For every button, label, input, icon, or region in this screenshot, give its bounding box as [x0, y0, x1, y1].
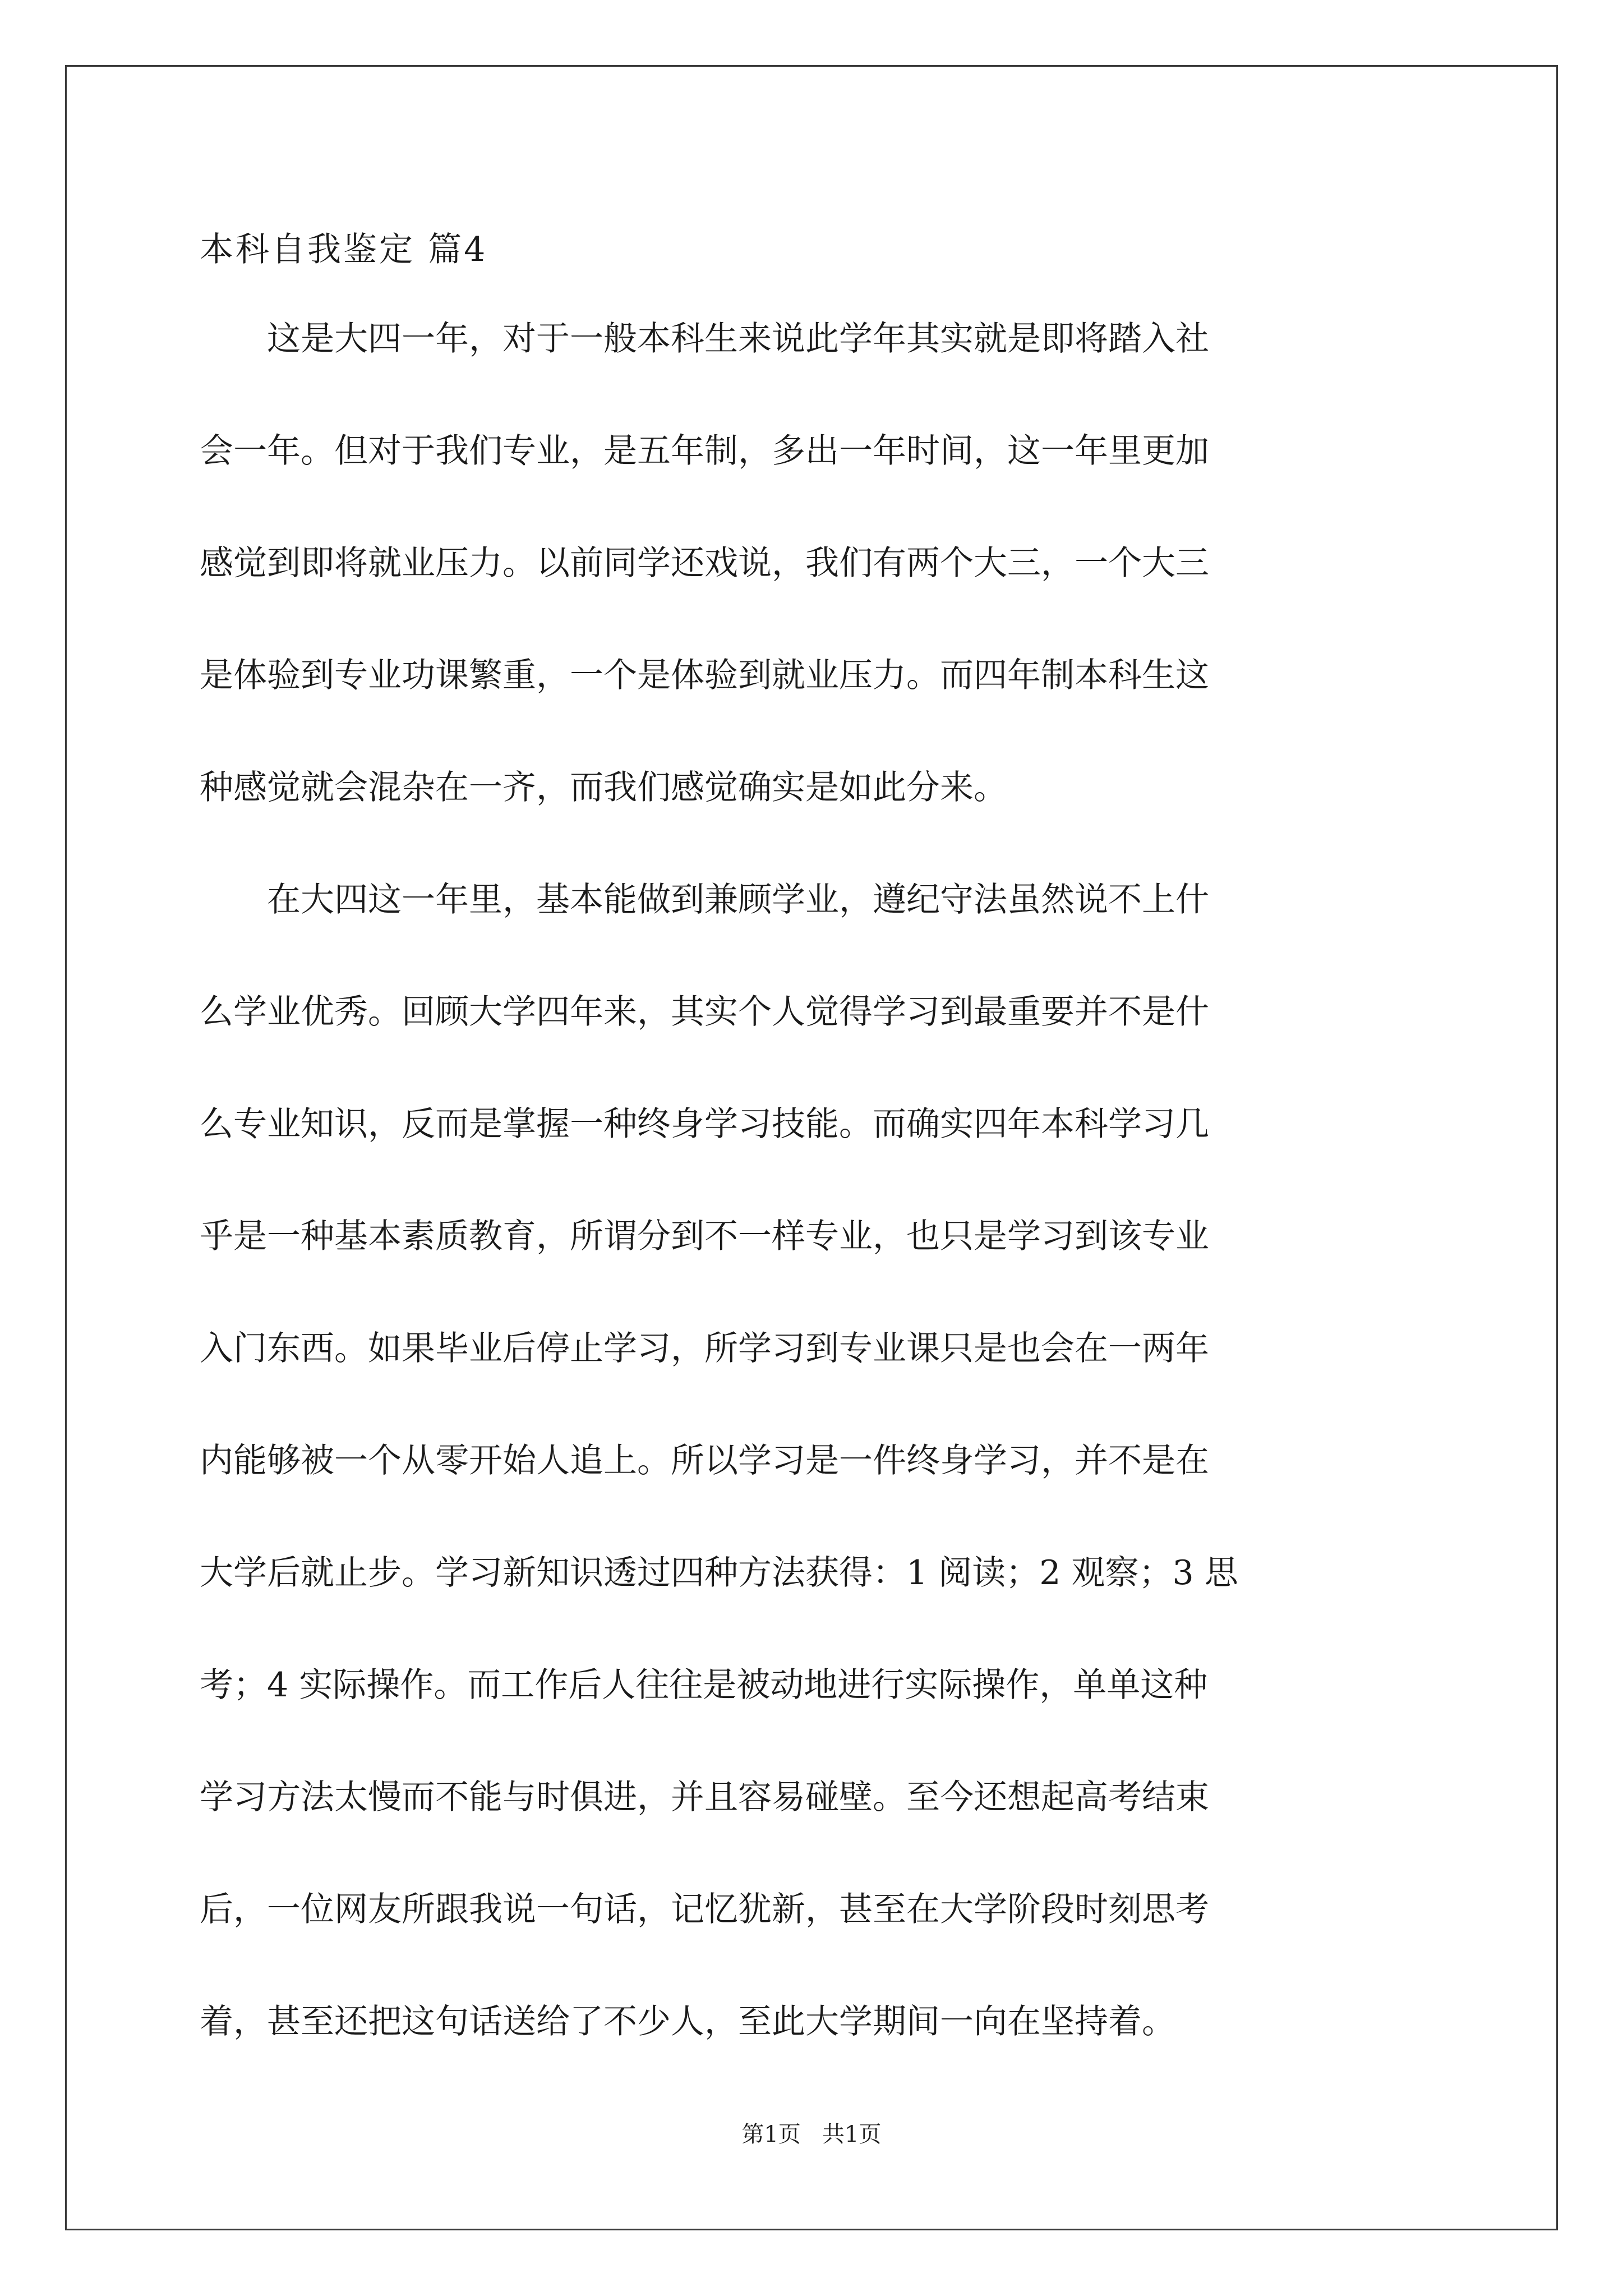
paragraph-1-line-5: 种感觉就会混杂在一齐，而我们感觉确实是如此分来。 — [200, 768, 1007, 807]
paragraph-2-line-11: 着，甚至还把这句话送给了不少人，至此大学期间一向在坚持着。 — [200, 2002, 1175, 2041]
paragraph-1-line-3: 感觉到即将就业压力。以前同学还戏说，我们有两个大三，一个大三 — [200, 544, 1209, 583]
document-title: 本科自我鉴定 篇4 — [200, 230, 488, 269]
paragraph-2-line-10: 后，一位网友所跟我说一句话，记忆犹新，甚至在大学阶段时刻思考 — [200, 1890, 1209, 1929]
paragraph-2-line-5: 入门东西。如果毕业后停止学习，所学习到专业课只是也会在一两年 — [200, 1329, 1209, 1368]
paragraph-2-line-6: 内能够被一个从零开始人追上。所以学习是一件终身学习，并不是在 — [200, 1441, 1209, 1480]
paragraph-2-line-2: 么学业优秀。回顾大学四年来，其实个人觉得学习到最重要并不是什 — [200, 992, 1209, 1032]
paragraph-2-line-9: 学习方法太慢而不能与时俱进，并且容易碰壁。至今还想起高考结束 — [200, 1778, 1209, 1817]
paragraph-2-line-4: 乎是一种基本素质教育，所谓分到不一样专业，也只是学习到该专业 — [200, 1217, 1209, 1256]
paragraph-2-line-8: 考；4 实际操作。而工作后人往往是被动地进行实际操作，单单这种 — [200, 1665, 1208, 1705]
paragraph-2-line-3: 么专业知识，反而是掌握一种终身学习技能。而确实四年本科学习几 — [200, 1105, 1209, 1144]
page-number-footer: 第1页 共1页 — [741, 2122, 882, 2147]
paragraph-2-line-1: 在大四这一年里，基本能做到兼顾学业，遵纪守法虽然说不上什 — [267, 880, 1209, 919]
paragraph-1-line-1: 这是大四一年，对于一般本科生来说此学年其实就是即将踏入社 — [267, 319, 1209, 358]
paragraph-1-line-4: 是体验到专业功课繁重，一个是体验到就业压力。而四年制本科生这 — [200, 656, 1209, 695]
paragraph-1-line-2: 会一年。但对于我们专业，是五年制，多出一年时间，这一年里更加 — [200, 431, 1209, 471]
paragraph-2-line-7: 大学后就止步。学习新知识透过四种方法获得：1 阅读；2 观察；3 思 — [200, 1553, 1238, 1593]
